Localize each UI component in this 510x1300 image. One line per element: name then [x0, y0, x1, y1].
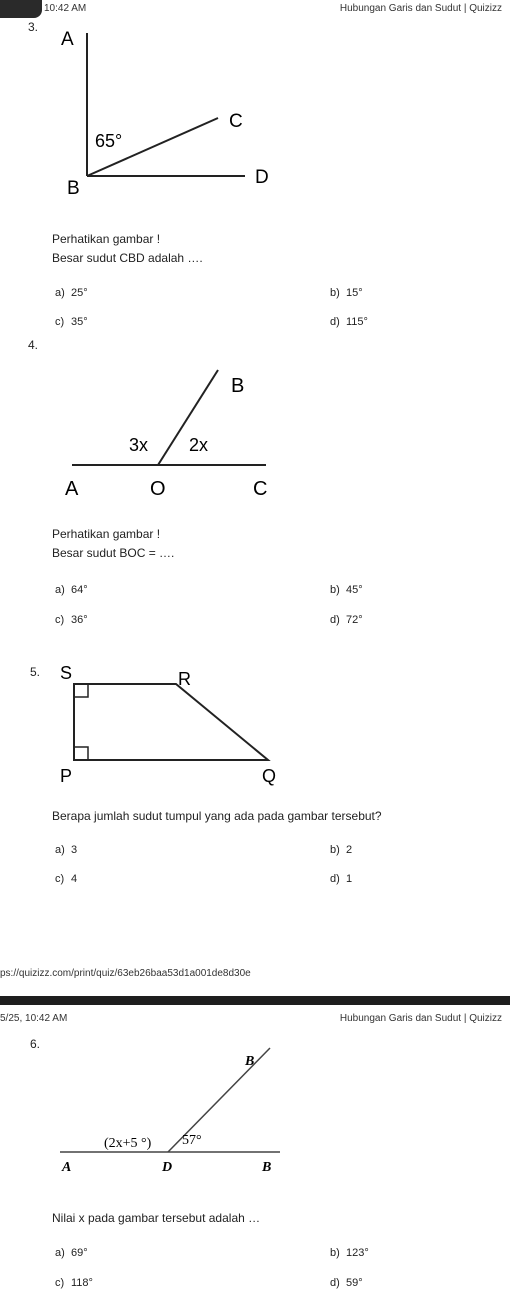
question-4-number: 4. [28, 338, 39, 352]
q6-option-d[interactable] [330, 1277, 363, 1289]
option-label: a) [55, 1247, 65, 1259]
page2-header-title: Hubungan Garis dan Sudut | Quizizz [339, 1013, 502, 1024]
q4-label-c: C [253, 478, 268, 500]
option-label: b) [330, 287, 340, 299]
q4-label-b: B [231, 375, 245, 397]
q5-option-c[interactable] [55, 873, 77, 885]
q6-label-d: D [162, 1160, 173, 1175]
q5-label-r: R [178, 669, 191, 689]
q6-angle-57: 57° [182, 1133, 202, 1148]
option-value: 115° [346, 316, 368, 328]
page-break-divider [0, 996, 510, 1005]
q6-label-a: A [62, 1160, 72, 1175]
q5-label-p: P [60, 766, 73, 786]
q5-label-q: Q [262, 766, 277, 786]
option-value: 45° [346, 584, 363, 596]
option-label: d) [330, 614, 340, 626]
question-4-figure [0, 330, 510, 505]
q5-option-b[interactable] [330, 844, 352, 856]
option-value: 4 [71, 873, 78, 885]
option-value: 3 [71, 844, 78, 856]
q4-angle-2x: 2x [189, 435, 209, 455]
option-label: d) [330, 873, 340, 885]
option-value: 15° [346, 287, 363, 299]
page1-header-time: 10:42 AM [44, 3, 87, 14]
q3-angle-label: 65° [95, 131, 123, 151]
option-value: 118° [71, 1277, 93, 1289]
option-label: a) [55, 844, 65, 856]
q6-line-1: Nilai x pada gambar tersebut adalah … [52, 1211, 261, 1225]
option-value: 1 [346, 873, 353, 885]
q3-label-a: A [61, 29, 74, 50]
option-label: c) [55, 1277, 65, 1289]
q6-label-b-end: B [262, 1160, 272, 1175]
option-value: 59° [346, 1277, 363, 1289]
option-value: 36° [71, 614, 88, 626]
q6-option-a[interactable] [55, 1247, 88, 1259]
q3-option-c[interactable] [55, 316, 88, 328]
option-value: 72° [346, 614, 363, 626]
option-value: 25° [71, 287, 88, 299]
page1-header-title: Hubungan Garis dan Sudut | Quizizz [339, 3, 502, 14]
option-value: 35° [71, 316, 88, 328]
q4-line-1: Perhatikan gambar ! [52, 527, 161, 541]
option-label: b) [330, 1247, 340, 1259]
option-label: a) [55, 287, 65, 299]
page1-footer-url: ps://quizizz.com/print/quiz/63eb26baa53d1a001de8d30e [0, 968, 251, 979]
q3-option-a[interactable] [55, 287, 88, 299]
q4-option-b[interactable] [330, 584, 363, 596]
q3-label-b: B [67, 178, 80, 199]
q3-option-b[interactable] [330, 287, 363, 299]
question-6-figure [0, 1030, 510, 1175]
q4-label-o: O [150, 478, 166, 500]
page2-header-date: 5/25, 10:42 AM [0, 1013, 68, 1024]
q5-option-d[interactable] [330, 873, 352, 885]
option-label: b) [330, 584, 340, 596]
option-label: d) [330, 1277, 340, 1289]
q6-label-b-top: B [245, 1054, 255, 1069]
option-label: c) [55, 873, 65, 885]
q4-angle-3x: 3x [129, 435, 149, 455]
question-3-figure [0, 0, 510, 215]
q6-option-b[interactable] [330, 1247, 369, 1259]
q3-option-d[interactable] [330, 316, 368, 328]
question-5-number: 5. [30, 665, 41, 679]
question-6-number: 6. [30, 1037, 41, 1051]
option-value: 2 [346, 844, 353, 856]
option-value: 123° [346, 1247, 369, 1259]
option-value: 64° [71, 584, 88, 596]
q5-option-a[interactable] [55, 844, 77, 856]
option-label: a) [55, 584, 65, 596]
option-label: c) [55, 316, 65, 328]
option-label: c) [55, 614, 65, 626]
q4-label-a: A [65, 478, 79, 500]
question-3-number: 3. [28, 20, 39, 34]
q6-angle-2x5: (2x+5 °) [104, 1136, 152, 1151]
q3-line-1: Perhatikan gambar ! [52, 232, 161, 246]
q3-label-d: D [255, 167, 269, 188]
question-5-figure [0, 655, 510, 790]
q3-line-2: Besar sudut CBD adalah …. [52, 251, 203, 265]
q5-line-1: Berapa jumlah sudut tumpul yang ada pada gambar tersebut? [52, 809, 382, 823]
q4-option-a[interactable] [55, 584, 88, 596]
q3-label-c: C [229, 111, 243, 132]
q4-option-d[interactable] [330, 614, 363, 626]
q4-line-2: Besar sudut BOC = …. [52, 546, 175, 560]
option-label: b) [330, 844, 340, 856]
q4-option-c[interactable] [55, 614, 88, 626]
option-value: 69° [71, 1247, 88, 1259]
q6-option-c[interactable] [55, 1277, 93, 1289]
q5-label-s: S [60, 663, 73, 683]
option-label: d) [330, 316, 340, 328]
